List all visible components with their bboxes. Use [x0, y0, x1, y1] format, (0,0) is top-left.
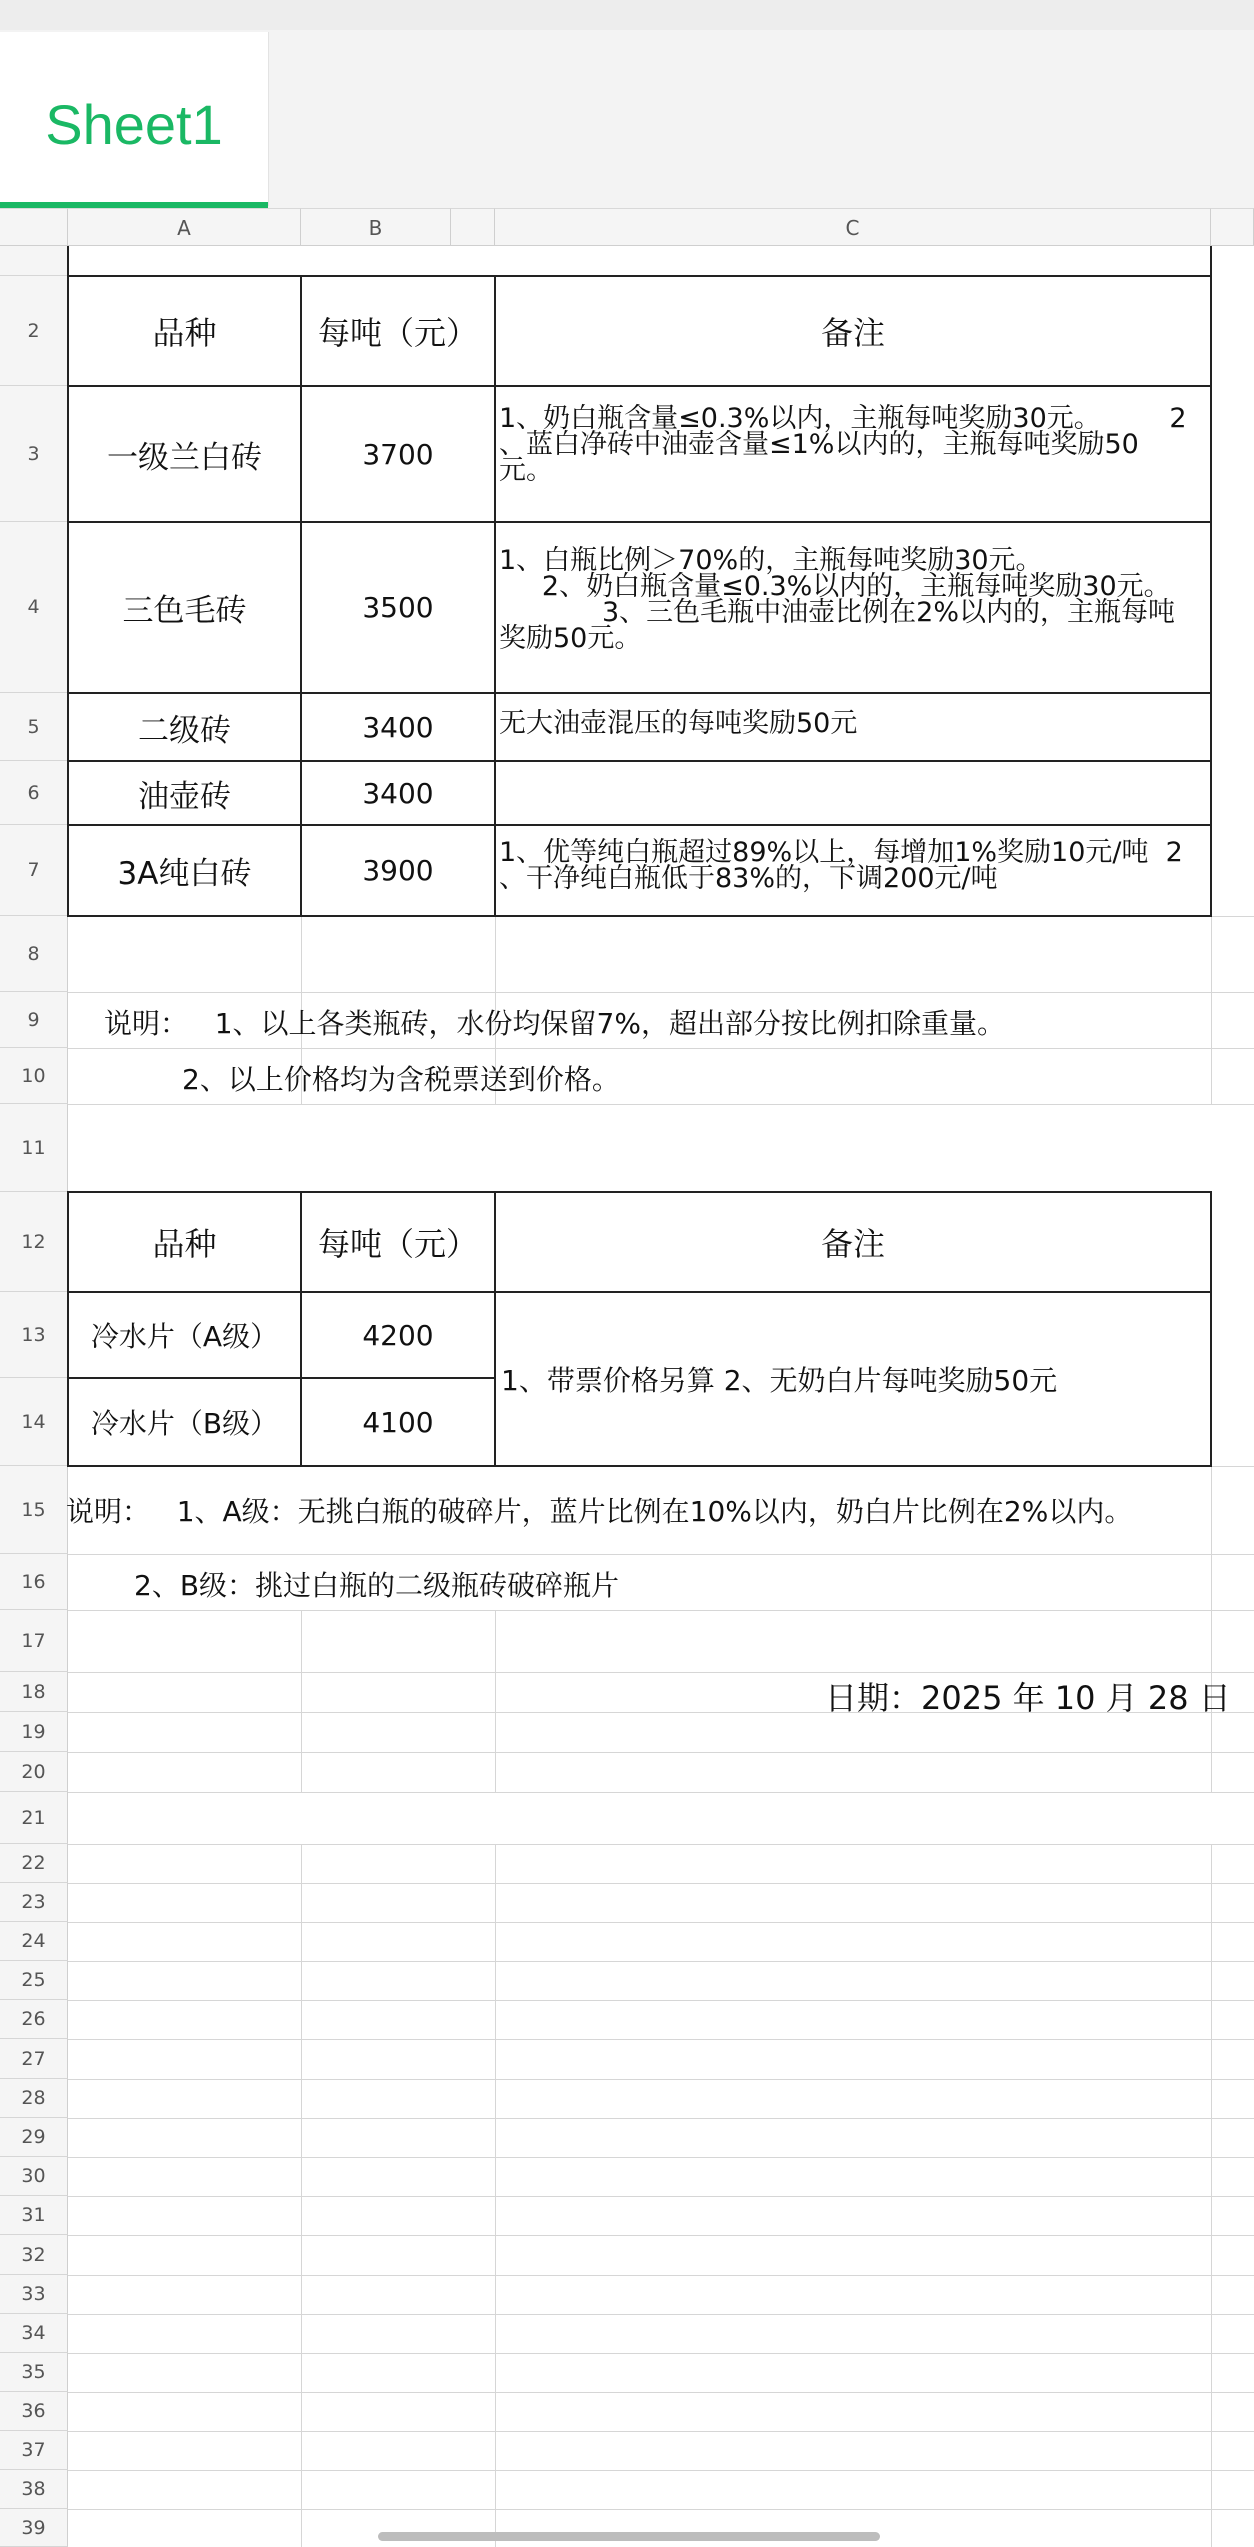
row-header-2[interactable]: 2	[0, 276, 68, 386]
gridline	[301, 1844, 302, 2547]
row-header-11[interactable]: 11	[0, 1104, 68, 1192]
table1-variety-cell[interactable]: 三色毛砖	[122, 593, 247, 629]
column-header-d[interactable]	[1211, 208, 1254, 246]
row-header-18[interactable]: 18	[0, 1672, 68, 1712]
explanation-line[interactable]: 说明： 1、A级：无挑白瓶的破碎片，蓝片比例在10%以内，奶白片比例在2%以内。	[66, 1495, 1133, 1528]
horizontal-scrollbar[interactable]	[378, 2532, 880, 2541]
gridline	[68, 992, 1254, 993]
row-header-27[interactable]: 27	[0, 2039, 68, 2079]
row-header-31[interactable]: 31	[0, 2196, 68, 2235]
row-header-37[interactable]: 37	[0, 2431, 68, 2470]
row-header-6[interactable]: 6	[0, 761, 68, 825]
gridline	[68, 1792, 1254, 1793]
table1-header-note[interactable]: 备注	[820, 314, 885, 352]
row-header-15[interactable]: 15	[0, 1466, 68, 1554]
explanation-line[interactable]: 2、以上价格均为含税票送到价格。	[182, 1063, 620, 1096]
table2-header-price[interactable]: 每吨（元）	[317, 1225, 478, 1263]
sheet-tab-strip	[0, 30, 1254, 208]
table2-header-variety[interactable]: 品种	[152, 1225, 217, 1263]
row-header-20[interactable]: 20	[0, 1752, 68, 1792]
gridline	[495, 1610, 496, 1792]
table1-header-variety[interactable]: 品种	[152, 314, 217, 352]
table2-header-note[interactable]: 备注	[820, 1225, 885, 1263]
row-header-1[interactable]	[0, 246, 68, 276]
gridline	[68, 2314, 1254, 2315]
gridline	[68, 1844, 1254, 1845]
row-header-16[interactable]: 16	[0, 1554, 68, 1610]
row-header-4[interactable]: 4	[0, 522, 68, 693]
row-header-38[interactable]: 38	[0, 2470, 68, 2509]
gridline	[68, 2039, 1254, 2040]
row-header-30[interactable]: 30	[0, 2157, 68, 2196]
row-header-24[interactable]: 24	[0, 1922, 68, 1961]
row-header-21[interactable]: 21	[0, 1792, 68, 1844]
table1-price-cell[interactable]: 3500	[362, 591, 434, 624]
table1-header-price[interactable]: 每吨（元）	[317, 314, 478, 352]
table1-note-cell[interactable]: 1、优等纯白瓶超过89%以上，每增加1%奖励10元/吨 2 、干净纯白瓶低于83%的，下调200元/吨	[499, 837, 1183, 894]
row-header-28[interactable]: 28	[0, 2079, 68, 2118]
row-header-33[interactable]: 33	[0, 2275, 68, 2314]
table1-note-cell[interactable]: 1、奶白瓶含量≤0.3%以内，主瓶每吨奖励30元。 2 、蓝白净砖中油壶含量≤1%以内的，主瓶每吨奖励50 元。	[499, 403, 1187, 486]
gridline	[68, 1554, 1254, 1555]
row-header-23[interactable]: 23	[0, 1883, 68, 1922]
row-header-25[interactable]: 25	[0, 1961, 68, 2000]
column-header-c[interactable]: C	[495, 208, 1211, 246]
table1-variety-cell[interactable]: 二级砖	[138, 712, 231, 749]
row-header-26[interactable]: 26	[0, 2000, 68, 2039]
date-cell[interactable]: 日期：2025 年 10 月 28 日	[825, 1679, 1231, 1717]
row-header-35[interactable]: 35	[0, 2353, 68, 2392]
gridline	[1211, 916, 1212, 1104]
gridline	[68, 1104, 1254, 1105]
gridline	[68, 1048, 1254, 1049]
row-header-12[interactable]: 12	[0, 1192, 68, 1292]
gridline	[68, 1752, 1254, 1753]
table2-variety-cell[interactable]: 冷水片（B级）	[90, 1407, 279, 1440]
row-header-19[interactable]: 19	[0, 1712, 68, 1752]
gridline	[301, 1610, 302, 1792]
gridline	[68, 2509, 1254, 2510]
gridline	[68, 2196, 1254, 2197]
gridline	[68, 1610, 1254, 1611]
row-header-3[interactable]: 3	[0, 386, 68, 522]
table1-price-cell[interactable]: 3400	[362, 776, 434, 810]
row-header-32[interactable]: 32	[0, 2235, 68, 2275]
sheet-tab-label: Sheet1	[45, 93, 223, 156]
table1-variety-cell[interactable]: 3A纯白砖	[117, 856, 252, 892]
row-header-39[interactable]: 39	[0, 2509, 68, 2547]
table2-variety-cell[interactable]: 冷水片（A级）	[90, 1320, 279, 1353]
table2-note-cell[interactable]: 1、带票价格另算 2、无奶白片每吨奖励50元	[501, 1364, 1058, 1397]
row-header-17[interactable]: 17	[0, 1610, 68, 1672]
table1-variety-cell[interactable]: 油壶砖	[138, 778, 231, 815]
gridline	[495, 1844, 496, 2547]
table1-price-cell[interactable]: 3400	[362, 710, 434, 744]
gridline	[68, 2431, 1254, 2432]
gridline	[68, 2275, 1254, 2276]
row-header-22[interactable]: 22	[0, 1844, 68, 1883]
row-header-14[interactable]: 14	[0, 1378, 68, 1466]
column-header-b[interactable]: B	[301, 208, 451, 246]
gridline	[68, 2157, 1254, 2158]
gridline	[68, 2118, 1254, 2119]
table1-variety-cell[interactable]: 一级兰白砖	[107, 439, 262, 476]
column-header-a[interactable]: A	[68, 208, 301, 246]
gridline	[68, 1883, 1254, 1884]
table2-price-cell[interactable]: 4200	[362, 1318, 434, 1352]
table1-note-cell[interactable]: 无大油壶混压的每吨奖励50元	[499, 708, 858, 739]
select-all-corner[interactable]	[0, 208, 68, 246]
explanation-line[interactable]: 2、B级：挑过白瓶的二级瓶砖破碎瓶片	[134, 1569, 620, 1602]
gridline	[68, 2079, 1254, 2080]
gridline	[68, 2353, 1254, 2354]
table1-price-cell[interactable]: 3900	[362, 854, 434, 887]
gridline	[1211, 1844, 1212, 2547]
row-header-34[interactable]: 34	[0, 2314, 68, 2353]
gridline	[68, 1922, 1254, 1923]
row-header-7[interactable]: 7	[0, 825, 68, 916]
column-header-hidden[interactable]	[451, 208, 495, 246]
row-header-8[interactable]: 8	[0, 916, 68, 992]
table1-price-cell[interactable]: 3700	[362, 437, 434, 471]
gridline	[68, 2235, 1254, 2236]
row-header-5[interactable]: 5	[0, 693, 68, 761]
gridline	[1211, 1466, 1212, 1792]
table1-note-cell[interactable]: 1、白瓶比例＞70%的，主瓶每吨奖励30元。 2、奶白瓶含量≤0.3%以内的，主瓶每吨奖励30元。 3、三色毛瓶中油壶比例在2%以内的，主瓶每吨 奖励50元。	[499, 545, 1176, 654]
sheet-tab-sheet1[interactable]	[0, 32, 269, 206]
gridline	[68, 2470, 1254, 2471]
gridline	[68, 1961, 1254, 1962]
row-header-9[interactable]: 9	[0, 992, 68, 1048]
status-bar	[0, 0, 1254, 30]
explanation-line[interactable]: 说明： 1、以上各类瓶砖，水份均保留7%，超出部分按比例扣除重量。	[104, 1007, 1005, 1040]
gridline	[68, 2392, 1254, 2393]
row-header-10[interactable]: 10	[0, 1048, 68, 1104]
row-header-36[interactable]: 36	[0, 2392, 68, 2431]
row-header-13[interactable]: 13	[0, 1292, 68, 1378]
row-header-29[interactable]: 29	[0, 2118, 68, 2157]
gridline	[68, 2000, 1254, 2001]
table2-price-cell[interactable]: 4100	[362, 1405, 434, 1439]
